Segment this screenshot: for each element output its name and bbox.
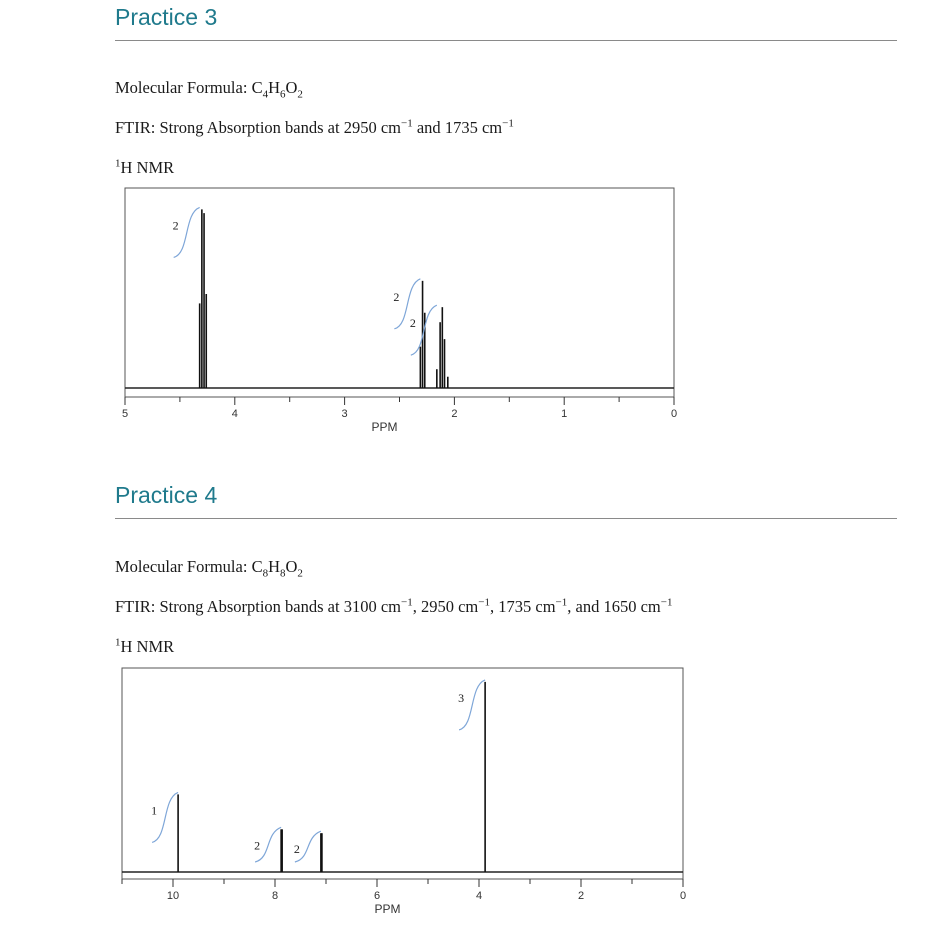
- integration-label: 2: [409, 316, 416, 331]
- x-axis-label: PPM: [374, 902, 401, 916]
- integration-label: 2: [293, 842, 300, 857]
- tick-label: 4: [475, 890, 483, 902]
- integration-label: 2: [254, 838, 261, 853]
- tick-label: 2: [577, 890, 585, 902]
- practice-4-title: Practice 4: [115, 482, 218, 508]
- tick-label: 5: [121, 408, 129, 420]
- integration-label: 2: [393, 289, 400, 304]
- tick-label: 0: [679, 890, 687, 902]
- practice-4-nmr-label: $^1$H NMR: [115, 636, 175, 656]
- x-axis-label: PPM: [371, 420, 398, 434]
- practice-4-divider: [115, 518, 897, 519]
- integration-label: 1: [151, 803, 158, 818]
- practice-3-ftir: FTIR: Strong Absorption bands at 2950 $cm^{-1}$ and 1735 $cm^{-1}$: [115, 117, 514, 137]
- integration-label: 2: [172, 218, 179, 233]
- tick-label: 2: [451, 408, 458, 420]
- tick-label: 0: [670, 408, 678, 420]
- practice-3-nmr-label: $^1$H NMR: [115, 157, 175, 177]
- tick-label: 10: [166, 890, 180, 902]
- integration-label: 3: [458, 690, 465, 705]
- tick-label: 4: [231, 408, 238, 420]
- tick-label: 8: [271, 890, 279, 902]
- practice-3-divider: [115, 40, 897, 41]
- plot-frame: [122, 668, 683, 879]
- tick-label: 1: [561, 408, 568, 420]
- practice-4-nmr-spectrum: [110, 660, 700, 920]
- tick-label: 6: [373, 890, 381, 902]
- practice-3-title: Practice 3: [115, 4, 218, 30]
- practice-4-formula: Molecular Formula: $C_8H_8O_2$: [115, 557, 303, 580]
- tick-label: 3: [341, 408, 348, 420]
- practice-4-ftir: FTIR: Strong Absorption bands at 3100 $cm^{-1}$, 2950 $cm^{-1}$, 1735 $cm^{-1}$, and 1650 $cm^{-1}$: [115, 596, 673, 616]
- plot-frame: [125, 188, 674, 397]
- practice-3-formula: Molecular Formula: $C_4H_6O_2$: [115, 78, 303, 101]
- practice-3-nmr-spectrum: [110, 180, 690, 435]
